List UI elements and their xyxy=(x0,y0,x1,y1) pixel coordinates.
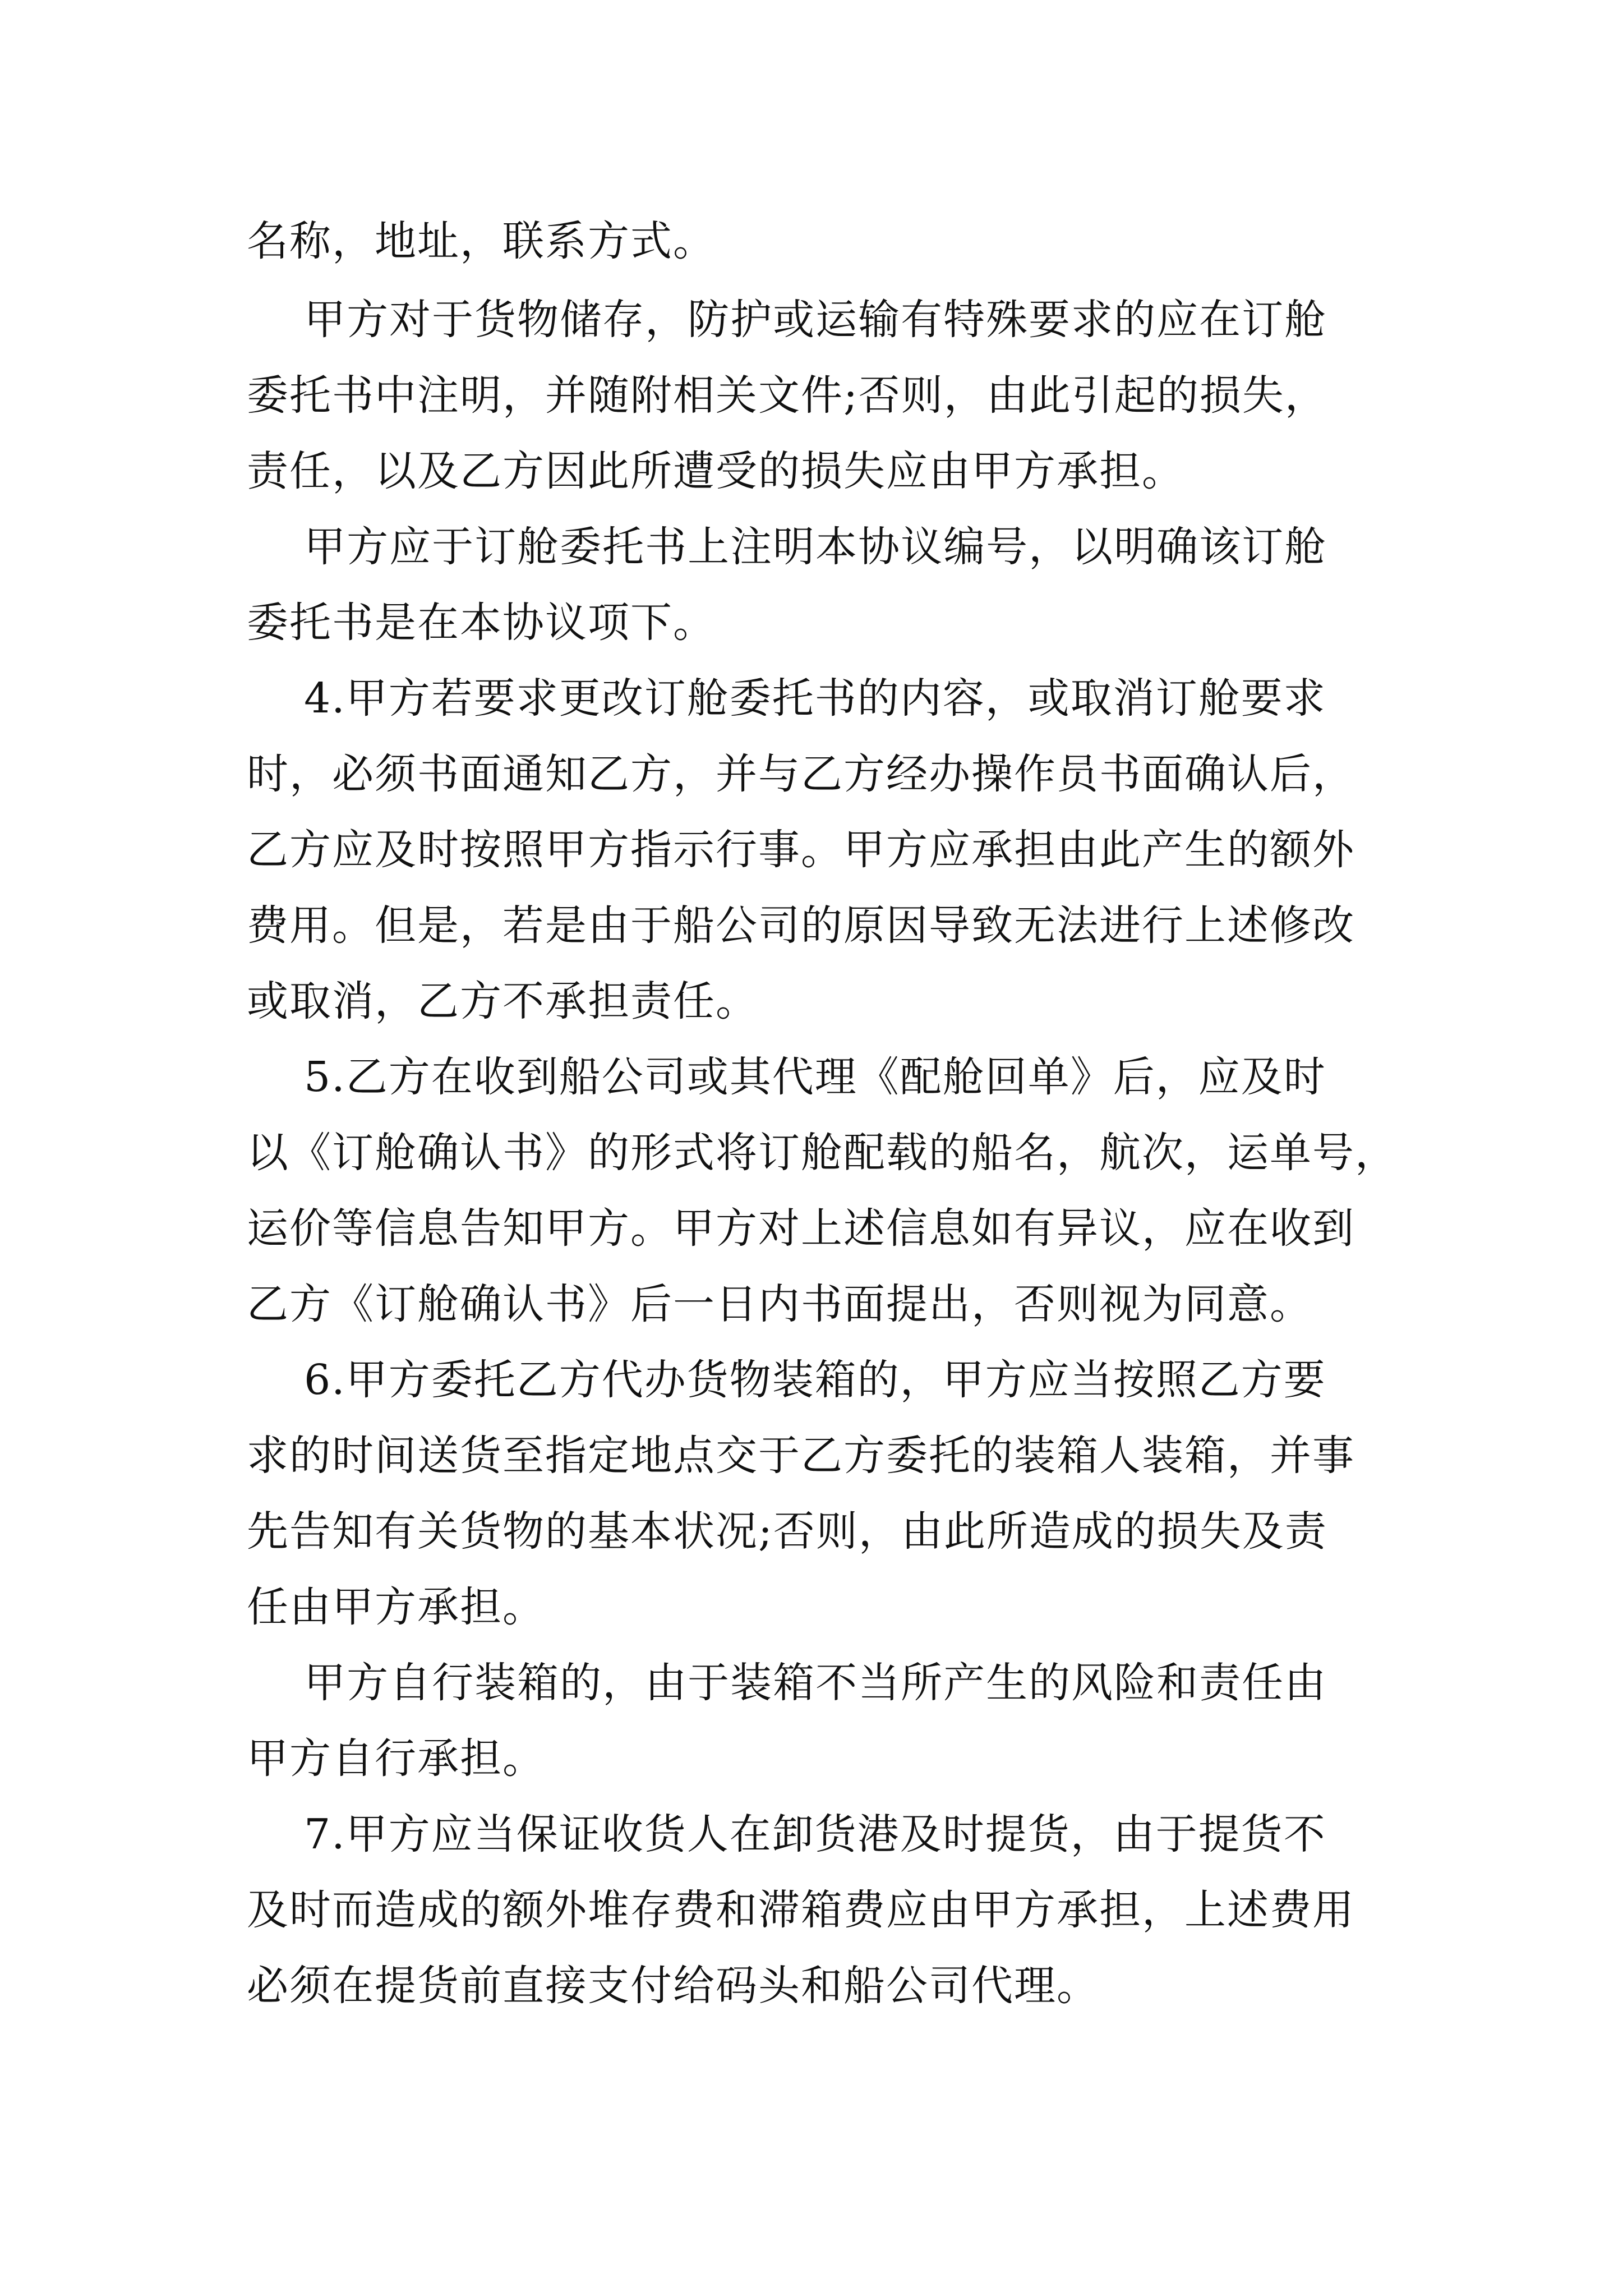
text-line: 及时而造成的额外堆存费和滞箱费应由甲方承担，上述费用 xyxy=(247,1886,1355,1934)
text-line: 以《订舱确认书》的形式将订舱配载的船名，航次，运单号， xyxy=(247,1129,1398,1177)
text-line: 4.甲方若要求更改订舱委托书的内容，或取消订舱要求 xyxy=(247,674,1326,723)
text-line: 费用。但是，若是由于船公司的原因导致无法进行上述修改 xyxy=(247,901,1355,950)
text-line: 或取消，乙方不承担责任。 xyxy=(247,977,758,1025)
text-line: 5.乙方在收到船公司或其代理《配舱回单》后，应及时 xyxy=(247,1053,1326,1101)
text-line: 必须在提货前直接支付给码头和船公司代理。 xyxy=(247,1962,1099,2010)
text-line: 6.甲方委托乙方代办货物装箱的，甲方应当按照乙方要 xyxy=(247,1356,1326,1404)
text-line: 甲方自行装箱的，由于装箱不当所产生的风险和责任由 xyxy=(247,1659,1327,1707)
text-line: 甲方自行承担。 xyxy=(247,1734,545,1783)
text-line: 乙方《订舱确认书》后一日内书面提出，否则视为同意。 xyxy=(247,1280,1312,1328)
text-line: 时，必须书面通知乙方，并与乙方经办操作员书面确认后， xyxy=(247,750,1355,798)
text-line: 责任，以及乙方因此所遭受的损失应由甲方承担。 xyxy=(247,447,1184,495)
text-line: 委托书是在本协议项下。 xyxy=(247,599,716,647)
text-line: 运价等信息告知甲方。甲方对上述信息如有异议，应在收到 xyxy=(247,1204,1355,1253)
text-line: 甲方应于订舱委托书上注明本协议编号，以明确该订舱 xyxy=(247,523,1327,571)
text-line: 任由甲方承担。 xyxy=(247,1583,545,1631)
text-line: 甲方对于货物储存，防护或运输有特殊要求的应在订舱 xyxy=(247,296,1327,344)
text-line: 乙方应及时按照甲方指示行事。甲方应承担由此产生的额外 xyxy=(247,826,1355,874)
text-line: 先告知有关货物的基本状况;否则，由此所造成的损失及责 xyxy=(247,1507,1327,1556)
text-line: 名称，地址，联系方式。 xyxy=(247,217,716,265)
text-line: 委托书中注明，并随附相关文件;否则，由此引起的损失， xyxy=(247,371,1327,420)
text-line: 求的时间送货至指定地点交于乙方委托的装箱人装箱，并事 xyxy=(247,1432,1355,1480)
text-line: 7.甲方应当保证收货人在卸货港及时提货，由于提货不 xyxy=(247,1810,1326,1858)
